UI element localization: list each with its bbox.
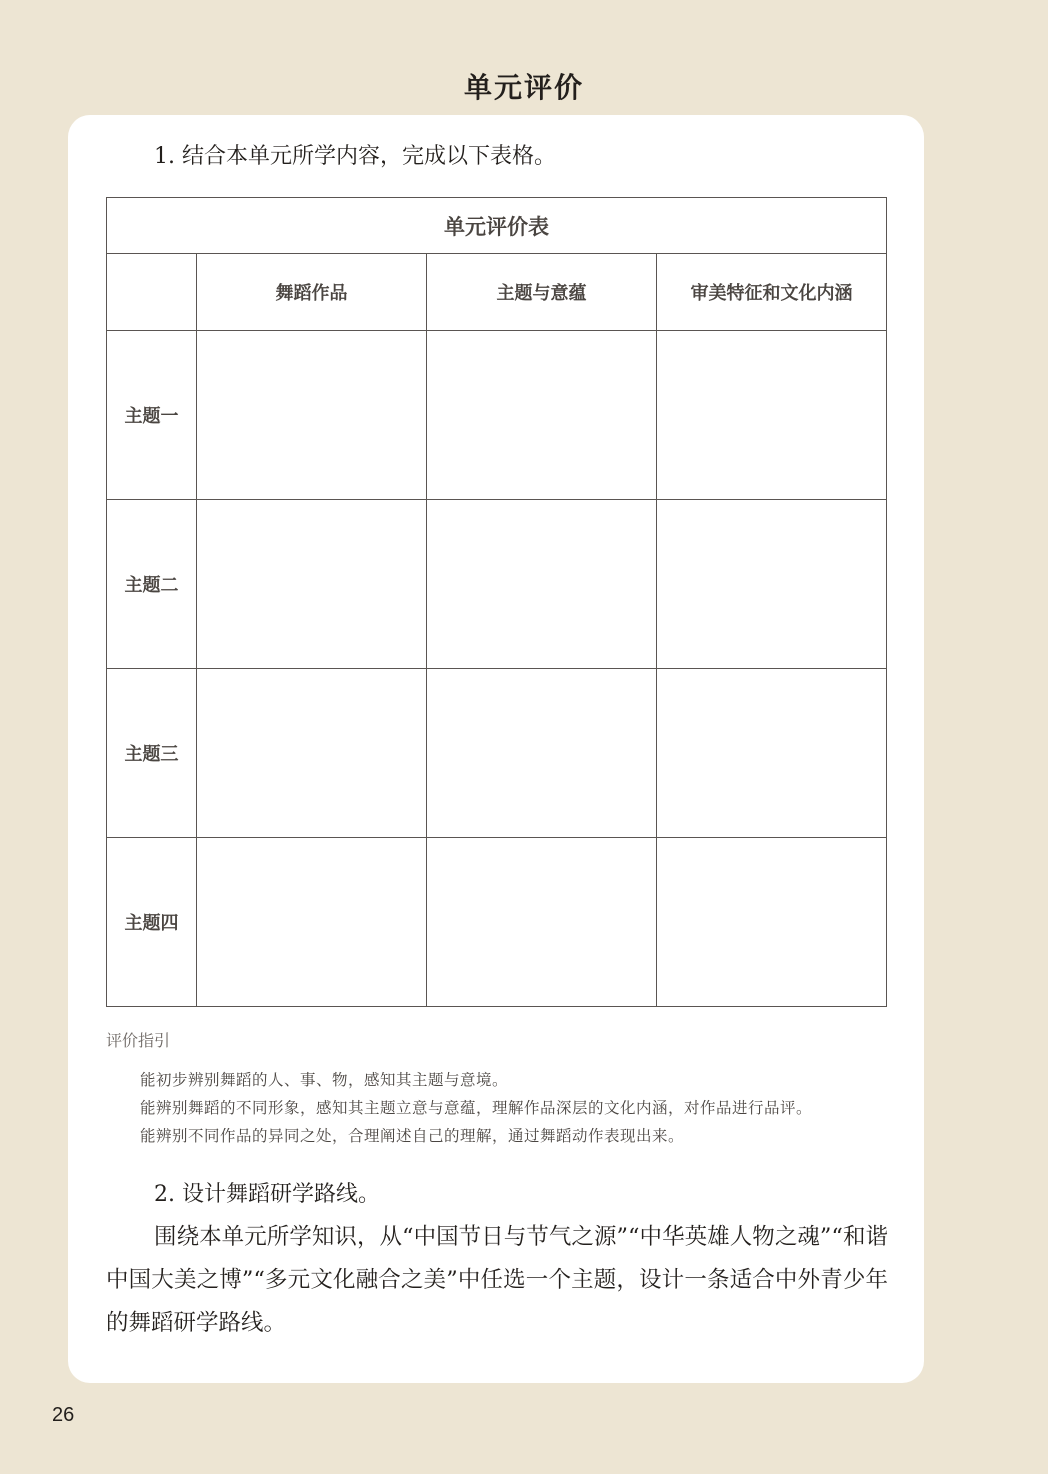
table-cell-empty[interactable]: [657, 669, 887, 838]
evaluation-guide-item: 能辨别不同作品的异同之处，合理阐述自己的理解，通过舞蹈动作表现出来。: [140, 1127, 685, 1145]
row-label-theme-2: 主题二: [107, 500, 197, 669]
table-header-dance-work: 舞蹈作品: [197, 254, 427, 331]
table-row: [107, 500, 887, 669]
table-row: [107, 331, 887, 500]
table-cell-empty[interactable]: [657, 331, 887, 500]
row-label-theme-4: 主题四: [107, 838, 197, 1007]
row-label-theme-3: 主题三: [107, 669, 197, 838]
table-cell-empty[interactable]: [657, 838, 887, 1007]
page-title: 单元评价: [463, 71, 584, 104]
table-header-blank: [107, 254, 197, 331]
evaluation-guide-item: 能辨别舞蹈的不同形象，感知其主题立意与意蕴，理解作品深层的文化内涵，对作品进行品评。: [140, 1099, 813, 1117]
question-2-body-text: 围绕本单元所学知识，从“中国节日与节气之源”“中华英雄人物之魂”“和谐中国大美之博”“多元文化融合之美”中任选一个主题，设计一条适合中外青少年的舞蹈研学路线。: [106, 1224, 888, 1336]
row-label-theme-1: 主题一: [107, 331, 197, 500]
table-cell-empty[interactable]: [427, 838, 657, 1007]
page-number: 26: [52, 1404, 75, 1426]
table-row: [107, 838, 887, 1007]
question-2-title: 2. 设计舞蹈研学路线。: [154, 1182, 380, 1207]
table-cell-empty[interactable]: [197, 838, 427, 1007]
table-header-row: [107, 254, 887, 331]
table-caption: 单元评价表: [107, 198, 887, 254]
evaluation-table: [106, 197, 887, 1007]
question-1-text: 1. 结合本单元所学内容，完成以下表格。: [154, 144, 556, 169]
question-2-body: [106, 1216, 888, 1345]
table-cell-empty[interactable]: [197, 669, 427, 838]
evaluation-guide-title: 评价指引: [106, 1031, 171, 1050]
evaluation-guide-item: 能初步辨别舞蹈的人、事、物，感知其主题与意境。: [140, 1071, 509, 1089]
table-cell-empty[interactable]: [197, 331, 427, 500]
table-cell-empty[interactable]: [197, 500, 427, 669]
table-cell-empty[interactable]: [427, 331, 657, 500]
table-row: [107, 669, 887, 838]
table-cell-empty[interactable]: [427, 669, 657, 838]
table-header-theme-meaning: 主题与意蕴: [427, 254, 657, 331]
table-cell-empty[interactable]: [427, 500, 657, 669]
table-header-aesthetic-culture: 审美特征和文化内涵: [657, 254, 887, 331]
table-cell-empty[interactable]: [657, 500, 887, 669]
